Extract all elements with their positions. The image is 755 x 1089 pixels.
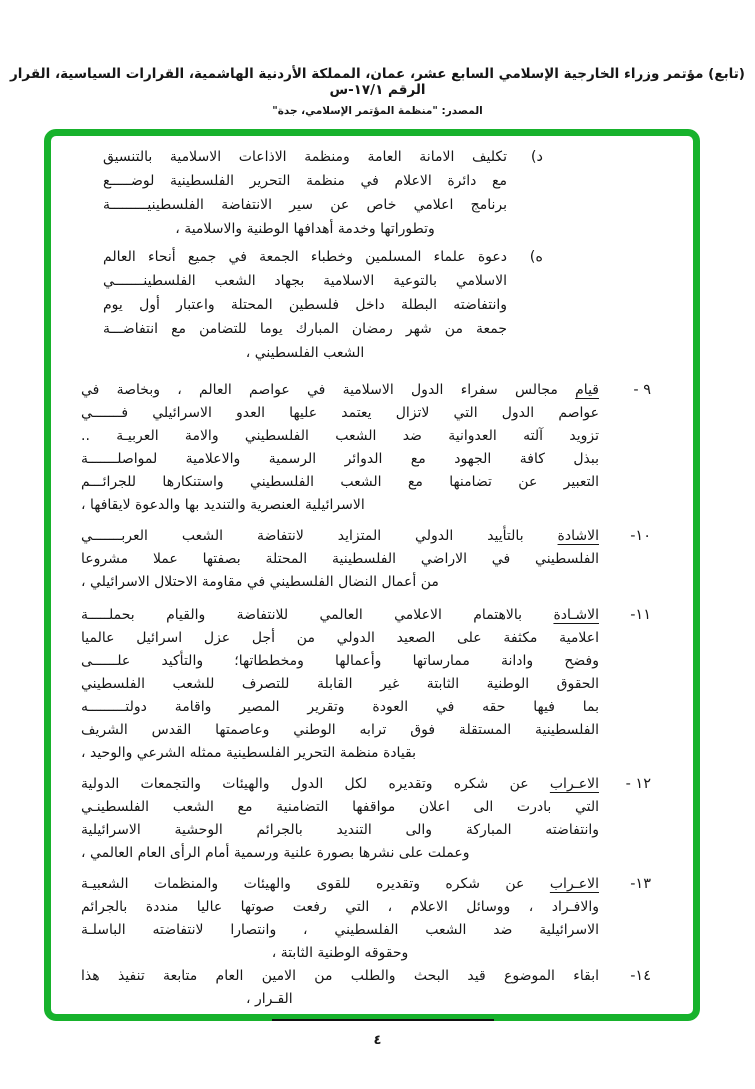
text-line: الشعب الفلسطيني ، [245,345,365,361]
numbered-item-13 [51,873,651,965]
numbered-item-9 [51,379,651,517]
text-line: الاسلامي بالتوعية الاسلامية بجهاد الشعب الفلسطينـــــــي [103,273,507,289]
item-number: ١٤- [630,968,651,984]
line-remainder: عن شكره وتقديره لكل الدول والهيئات والتجمعات الدولية [81,776,550,792]
text-line: وتطوراتها وخدمة أهدافها الوطنية والاسلامية ، [175,221,435,237]
text-line: وفضح وادانة ممارساتها وأعمالها ومخططاتها؛ والتأكيد علــــــى [81,653,599,669]
text-line: دعوة علماء المسلمين وخطباء الجمعة في جميع أنحاء العالم [103,249,507,265]
text-line: الاسرائيلية العنصرية والتنديد بها والدعوة لايقافها ، [81,497,365,513]
text-line [81,525,599,548]
text-line [81,604,599,627]
lettered-item-d [51,145,543,241]
line-remainder: بالتأييد الدولي المتزايد لانتفاضة الشعب العربـــــــي [81,528,558,544]
item-marker: د) [530,149,543,165]
item-number: ١٠- [630,528,651,544]
text-line: الاسرائيلية ضد الشعب الفلسطيني ، وانتصارا لانتفاضته الباسلـة [81,922,599,938]
document-header [0,0,755,117]
line-remainder: بالاهتمام الاعلامي العالمي للانتفاضة والقيام بحملـــــة [81,607,554,623]
green-border-frame [44,129,700,1021]
text-line: جمعة من شهر رمضان المبارك يوما للتضامن مع انتفاضـــة [103,321,507,337]
item-number: ٩ - [633,382,651,398]
text-line [81,873,599,896]
page-number: ٤ [373,1033,382,1048]
line-remainder: مجالس سفراء الدول الاسلامية في عواصم العالم ، وبخاصة في [81,382,576,398]
numbered-item-12 [51,773,651,865]
item-text [81,525,599,594]
text-line: وعملت على نشرها بصورة علنية ورسمية أمام الرأى العام العالمي ، [81,845,470,861]
underlined-lead-word: الاعـراب [549,876,599,892]
item-text [103,245,507,365]
text-line: الفلسطينية المستقلة فوق ترابه الوطني وعاصمتها القدس الشريف [81,722,599,738]
line-remainder: عن شكره وتقديره للقوى والهيئات والمنظمات الشعبيـة [81,876,550,892]
text-line: من أعمال النضال الفلسطيني في مقاومة الاحتلال الاسرائيلي ، [81,574,439,590]
item-number: ١١- [630,607,651,623]
text-line: عواصم الدول التي لاتزال يعتمد عليها العدو الاسرائيلي فـــــــي [81,405,599,421]
text-line: القـرار ، [246,991,293,1007]
item-text [103,145,507,241]
numbered-item-10 [51,525,651,594]
numbered-item-11 [51,604,651,765]
text-line: التعبير عن تضامنها مع الشعب الفلسطيني واستنكارها للجرائـــم [81,474,599,490]
item-marker: ه) [529,249,543,265]
numbered-item-14 [51,965,651,1011]
header-title-line: (تابع) مؤتمر وزراء الخارجية الإسلامي السابع عشر، عمان، المملكة الأردنية الهاشمية، القرارات السياسية، القرار الرقم ١٧/١-س [10,66,745,98]
item-text [81,873,599,965]
divider-rule [272,1019,494,1021]
underlined-lead-word: الاشادة [557,528,599,544]
underlined-lead-word: قيام [575,382,599,398]
text-line: اعلامية مكثفة على الصعيد الدولي من أجل عزل اسرائيل عالميا [81,630,599,646]
item-number: ١٢ - [625,776,651,792]
text-line: وحقوقه الوطنية الثابتة ، [271,945,409,961]
text-line: ابقاء الموضوع قيد البحث والطلب من الامين العام متابعة تنفيذ هذا [81,968,599,984]
underlined-lead-word: الاشـادة [553,607,599,623]
text-line: برنامج اعلامي خاص عن سير الانتفاضة الفلسطينيـــــــــة [103,197,507,213]
item-text [81,379,599,517]
text-line: والافـراد ، ووسائل الاعلام ، التي رفعت صوتها عاليا منددة بالجرائم [81,899,599,915]
text-line: تزويد آلته العدوانية ضد الشعب الفلسطيني والامة العربيـة .. [81,428,599,444]
text-line: الحقوق الوطنية الثابتة غير القابلة للتصرف للشعب الفلسطيني [81,676,599,692]
text-line: وانتفاضته البطلة داخل فلسطين المحتلة واعتبار أول يوم [103,297,507,313]
item-text [81,604,599,765]
text-line [81,379,599,402]
text-line: تكليف الامانة العامة ومنظمة الاذاعات الاسلامية بالتنسيق [103,149,507,165]
text-line: التي بادرت الى اعلان مواقفها التضامنية مع الشعب الفلسطينـي [81,799,599,815]
text-line: بقيادة منظمة التحرير الفلسطينية ممثله الشرعي والوحيد ، [81,745,417,761]
item-text [81,965,599,1011]
item-number: ١٣- [630,876,651,892]
resolution-body [51,136,693,1021]
text-line [81,773,599,796]
text-line: بما فيها حقه في العودة وتقرير المصير واقامة دولتـــــــــه [81,699,599,715]
header-source-line: المصدر: "منظمة المؤتمر الإسلامي، جدة" [272,105,483,117]
text-line: مع دائرة الاعلام في منظمة التحرير الفلسطينية لوضـــــع [103,173,507,189]
text-line: الفلسطيني في الاراضي الفلسطينية المحتلة بصفتها عملا مشروعا [81,551,599,567]
lettered-item-h [51,245,543,365]
underlined-lead-word: الاعـراب [549,776,599,792]
item-text [81,773,599,865]
text-line: ببذل كافة الجهود مع الدوائر الرسمية والاعلامية لمواصلـــــــة [81,451,599,467]
text-line: وانتفاضته المباركة والى التنديد بالجرائم الوحشية الاسرائيلية [81,822,599,838]
